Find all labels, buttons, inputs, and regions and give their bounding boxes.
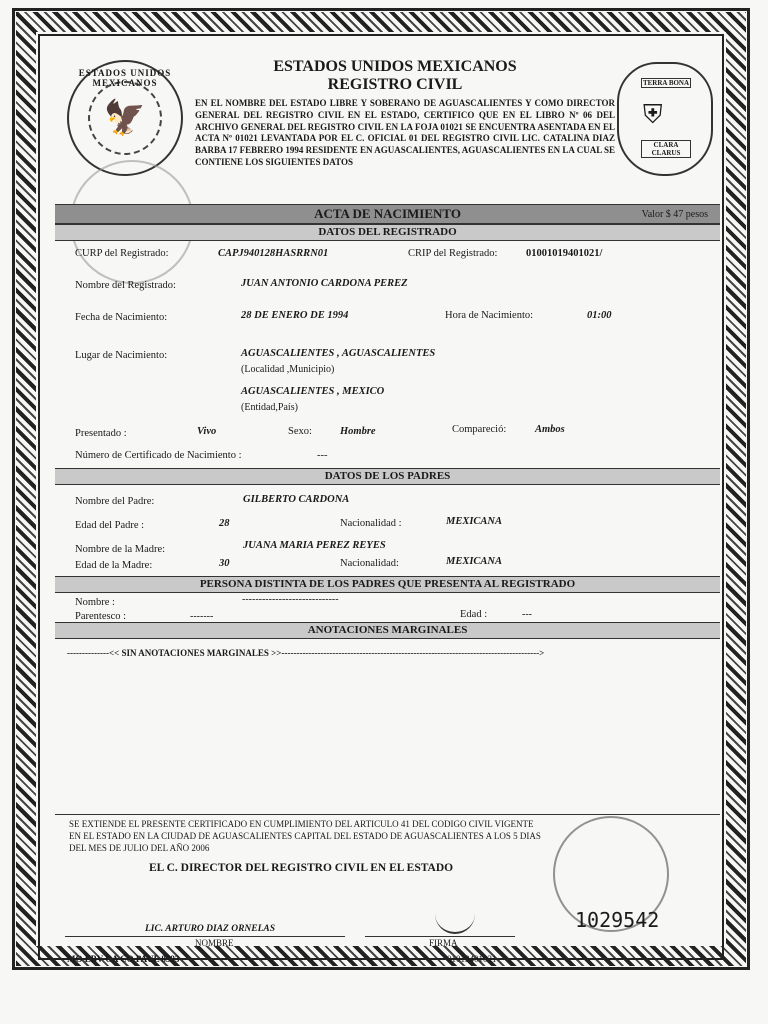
presentado-label: Presentado :: [75, 428, 127, 439]
lugar-label: Lugar de Nacimiento:: [75, 350, 168, 361]
nombre-line: [65, 936, 345, 937]
edad-padre-value: 28: [219, 518, 230, 529]
otra-nombre-label: Nombre :: [75, 597, 115, 608]
anotaciones-text: --------------<< SIN ANOTACIONES MARGINALES >>-------------------------------------------------------------------------------------->: [67, 648, 545, 658]
preamble-text: EN EL NOMBRE DEL ESTADO LIBRE Y SOBERANO DE AGUASCALIENTES Y COMO DIRECTOR GENERAL DEL REGISTRO CIVIL EN EL ESTADO, CERTIFICO QUE EN EL LIBRO Nº 06 DEL ARCHIVO GENERAL DEL REGISTRO CIVIL EN LA FOJA 01021 SE ENCUENTRA ASENTADA EN EL ACTA Nº 01021 LEVANTADA POR EL C. OFICIAL 01 DEL REGISTRO CIVIL LIC. CATALINA DIAZ BARBA 17 FEBRERO 1994 RESIDENTE EN AGUASCALIENTES, AGUASCALIENTES EN LA CUAL SE CONTIENE LOS SIGUIENTES DATOS: [195, 98, 615, 167]
document-title: ESTADOS UNIDOS MEXICANOS: [273, 58, 517, 75]
sexo-label: Sexo:: [288, 426, 312, 437]
nombre-caption: NOMBRE: [195, 938, 234, 948]
certificado-label: Número de Certificado de Nacimiento :: [75, 450, 242, 461]
curp-value: CAPJ940128HASRRN01: [218, 248, 329, 259]
nac-padre-value: MEXICANA: [446, 516, 503, 527]
nac-madre-label: Nacionalidad:: [340, 558, 399, 569]
closing-text: SE EXTIENDE EL PRESENTE CERTIFICADO EN CUMPLIMIENTO DEL ARTICULO 41 DEL CODIGO CIVIL VIGENTE EN EL ESTADO EN LA CIUDAD DE AGUASCALIENTES CAPITAL DEL ESTADO DE AGUASCALIENTES A LOS 5 DIAS DEL MES DE JULIO DEL AÑO 2006: [69, 819, 541, 853]
hora-label: Hora de Nacimiento:: [445, 310, 534, 321]
certificado-value: ---: [317, 450, 328, 461]
parentesco-value: -------: [190, 611, 214, 622]
nac-madre-value: MEXICANA: [446, 556, 503, 567]
padre-label: Nombre del Padre:: [75, 496, 155, 507]
fecha-value: 28 DE ENERO DE 1994: [241, 310, 349, 321]
presentado-value: Vivo: [197, 426, 217, 437]
footer-code: MO EBV CA CO PAUL 8393: [67, 954, 180, 964]
crest-shield-icon: ⛨: [643, 100, 663, 129]
sexo-value: Hombre: [340, 426, 376, 437]
firma-line: [365, 936, 515, 937]
certificate-content: [55, 40, 720, 964]
seal-ring-text: ESTADOS UNIDOS MEXICANOS: [78, 68, 172, 88]
state-crest-icon: [617, 62, 713, 176]
director-title: EL C. DIRECTOR DEL REGISTRO CIVIL EN EL ESTADO: [149, 862, 454, 874]
folio-number: 1029542: [575, 908, 660, 932]
lugar1-note: (Localidad ,Municipio): [241, 364, 335, 375]
acta-title: ACTA DE NACIMIENTO: [314, 206, 461, 221]
section-otra-persona: PERSONA DISTINTA DE LOS PADRES QUE PRESENTA AL REGISTRADO: [55, 576, 720, 593]
national-seal-icon: [67, 60, 183, 176]
footer-right-code: 01019401021: [447, 954, 497, 964]
crest-bottom-text: CLARA CLARUS: [641, 140, 691, 158]
lugar2-value: AGUASCALIENTES , MEXICO: [241, 386, 385, 397]
section-registrado: DATOS DEL REGISTRADO: [55, 224, 720, 241]
otra-nombre-value: -----------------------------: [242, 594, 339, 605]
crip-label: CRIP del Registrado:: [408, 248, 498, 259]
divider: [55, 814, 720, 815]
parentesco-label: Parentesco :: [75, 611, 127, 622]
nac-padre-label: Nacionalidad :: [340, 518, 402, 529]
edad-madre-value: 30: [219, 558, 230, 569]
padre-value: GILBERTO CARDONA: [243, 494, 350, 505]
crip-value: 01001019401021/: [526, 248, 603, 259]
nombre-label: Nombre del Registrado:: [75, 280, 176, 291]
acta-title-bar: [55, 204, 720, 224]
section-padres: DATOS DE LOS PADRES: [55, 468, 720, 485]
acta-valor: Valor $ 47 pesos: [641, 209, 708, 220]
signature-icon: [435, 910, 475, 934]
firmante-name: LIC. ARTURO DIAZ ORNELAS: [145, 924, 276, 934]
madre-value: JUANA MARIA PEREZ REYES: [243, 540, 386, 551]
fecha-label: Fecha de Nacimiento:: [75, 312, 168, 323]
section-anotaciones: ANOTACIONES MARGINALES: [55, 622, 720, 639]
eagle-icon: 🦅: [88, 81, 162, 155]
edad-padre-label: Edad del Padre :: [75, 520, 145, 531]
lugar1-value: AGUASCALIENTES , AGUASCALIENTES: [241, 348, 436, 359]
comparecio-value: Ambos: [535, 424, 565, 435]
document-subtitle: REGISTRO CIVIL: [327, 76, 463, 93]
nombre-value: JUAN ANTONIO CARDONA PEREZ: [241, 278, 408, 289]
edad-label: Edad :: [460, 609, 488, 620]
hora-value: 01:00: [587, 310, 612, 321]
firma-caption: FIRMA: [429, 938, 458, 948]
madre-label: Nombre de la Madre:: [75, 544, 166, 555]
edad-value: ---: [522, 609, 532, 620]
edad-madre-label: Edad de la Madre:: [75, 560, 153, 571]
curp-label: CURP del Registrado:: [75, 248, 169, 259]
comparecio-label: Compareció:: [452, 424, 507, 435]
lugar2-note: (Entidad,País): [241, 402, 298, 413]
crest-top-text: TERRA BONA: [642, 79, 690, 87]
